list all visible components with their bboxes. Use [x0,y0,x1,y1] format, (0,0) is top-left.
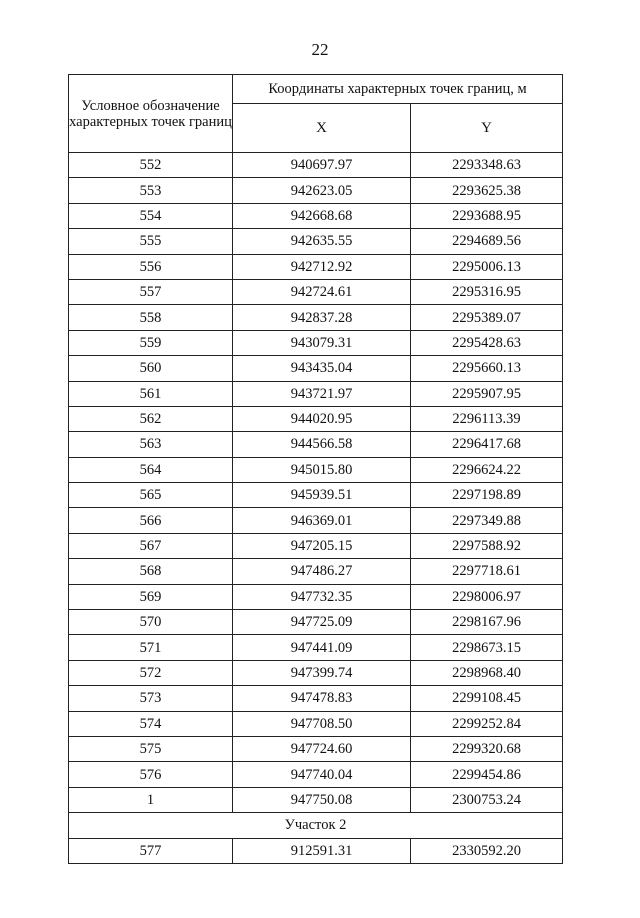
table-row [69,432,563,457]
x-coordinate-cell: 947708.50 [233,711,411,736]
table-row [69,356,563,381]
coordinates-table [68,74,563,864]
point-id-cell: 566 [69,508,233,533]
table-row [69,736,563,761]
y-coordinate-cell: 2299454.86 [411,762,563,787]
y-coordinate-cell: 2298968.40 [411,660,563,685]
y-coordinate-cell: 2295428.63 [411,330,563,355]
table-row [69,838,563,863]
x-coordinate-cell: 912591.31 [233,838,411,863]
x-coordinate-cell: 943721.97 [233,381,411,406]
table-row [69,584,563,609]
y-coordinate-cell: 2296113.39 [411,406,563,431]
table-row [69,457,563,482]
point-id-cell: 575 [69,736,233,761]
point-label-header: Условное обозначение характерных точек границ [69,75,233,153]
table-row [69,330,563,355]
x-coordinate-cell: 947399.74 [233,660,411,685]
table-row [69,153,563,178]
x-coordinate-cell: 946369.01 [233,508,411,533]
coords-title-header: Координаты характерных точек границ, м [233,75,563,104]
point-id-cell: 563 [69,432,233,457]
y-coordinate-cell: 2297349.88 [411,508,563,533]
y-coordinate-cell: 2296624.22 [411,457,563,482]
y-coordinate-cell: 2298167.96 [411,610,563,635]
x-coordinate-cell: 943435.04 [233,356,411,381]
point-id-cell: 560 [69,356,233,381]
x-coordinate-cell: 942668.68 [233,203,411,228]
table-row [69,406,563,431]
table-row [69,787,563,812]
y-coordinate-cell: 2296417.68 [411,432,563,457]
table-row [69,203,563,228]
table-row [69,178,563,203]
point-id-cell: 558 [69,305,233,330]
y-coordinate-cell: 2297588.92 [411,533,563,558]
point-id-cell: 557 [69,279,233,304]
y-coordinate-cell: 2299320.68 [411,736,563,761]
table-row [69,635,563,660]
y-coordinate-cell: 2295316.95 [411,279,563,304]
point-id-cell: 568 [69,559,233,584]
point-id-cell: 569 [69,584,233,609]
y-coordinate-cell: 2330592.20 [411,838,563,863]
point-id-cell: 567 [69,533,233,558]
x-coordinate-cell: 945015.80 [233,457,411,482]
y-coordinate-cell: 2293688.95 [411,203,563,228]
point-id-cell: 554 [69,203,233,228]
table-row [69,762,563,787]
point-id-cell: 570 [69,610,233,635]
y-coordinate-cell: 2293348.63 [411,153,563,178]
y-coordinate-cell: 2293625.38 [411,178,563,203]
y-coordinate-cell: 2297718.61 [411,559,563,584]
point-id-cell: 1 [69,787,233,812]
point-id-cell: 573 [69,686,233,711]
y-coordinate-cell: 2299108.45 [411,686,563,711]
y-coordinate-cell: 2299252.84 [411,711,563,736]
x-coordinate-cell: 942712.92 [233,254,411,279]
y-column-header: Y [411,104,563,153]
point-id-cell: 574 [69,711,233,736]
y-coordinate-cell: 2298673.15 [411,635,563,660]
x-coordinate-cell: 942635.55 [233,229,411,254]
y-coordinate-cell: 2297198.89 [411,483,563,508]
table-row [69,305,563,330]
x-coordinate-cell: 947724.60 [233,736,411,761]
x-coordinate-cell: 944566.58 [233,432,411,457]
point-id-cell: 572 [69,660,233,685]
point-id-cell: 553 [69,178,233,203]
y-coordinate-cell: 2294689.56 [411,229,563,254]
y-coordinate-cell: 2300753.24 [411,787,563,812]
page-number: 22 [311,40,329,59]
table-row [69,254,563,279]
point-id-cell: 561 [69,381,233,406]
point-id-cell: 562 [69,406,233,431]
section-title: Участок 2 [69,813,563,838]
point-id-cell: 555 [69,229,233,254]
table-row [69,686,563,711]
x-coordinate-cell: 947441.09 [233,635,411,660]
table-row [69,279,563,304]
table-row [69,533,563,558]
point-id-cell: 552 [69,153,233,178]
point-id-cell: 565 [69,483,233,508]
x-coordinate-cell: 947740.04 [233,762,411,787]
x-coordinate-cell: 947486.27 [233,559,411,584]
y-coordinate-cell: 2298006.97 [411,584,563,609]
x-coordinate-cell: 947478.83 [233,686,411,711]
x-coordinate-cell: 943079.31 [233,330,411,355]
x-column-header: X [233,104,411,153]
x-coordinate-cell: 942623.05 [233,178,411,203]
point-id-cell: 564 [69,457,233,482]
x-coordinate-cell: 940697.97 [233,153,411,178]
x-coordinate-cell: 945939.51 [233,483,411,508]
table-row [69,381,563,406]
x-coordinate-cell: 947205.15 [233,533,411,558]
point-id-cell: 576 [69,762,233,787]
table-row [69,483,563,508]
table-header-row [69,75,563,104]
section-header-row [69,813,563,838]
point-id-cell: 577 [69,838,233,863]
point-id-cell: 556 [69,254,233,279]
y-coordinate-cell: 2295006.13 [411,254,563,279]
coordinates-table-body [69,75,563,864]
y-coordinate-cell: 2295389.07 [411,305,563,330]
x-coordinate-cell: 942837.28 [233,305,411,330]
y-coordinate-cell: 2295907.95 [411,381,563,406]
x-coordinate-cell: 947750.08 [233,787,411,812]
point-id-cell: 559 [69,330,233,355]
table-row [69,711,563,736]
table-row [69,660,563,685]
table-row [69,559,563,584]
y-coordinate-cell: 2295660.13 [411,356,563,381]
table-row [69,610,563,635]
point-id-cell: 571 [69,635,233,660]
table-row [69,508,563,533]
table-row [69,229,563,254]
x-coordinate-cell: 947725.09 [233,610,411,635]
x-coordinate-cell: 944020.95 [233,406,411,431]
x-coordinate-cell: 942724.61 [233,279,411,304]
x-coordinate-cell: 947732.35 [233,584,411,609]
